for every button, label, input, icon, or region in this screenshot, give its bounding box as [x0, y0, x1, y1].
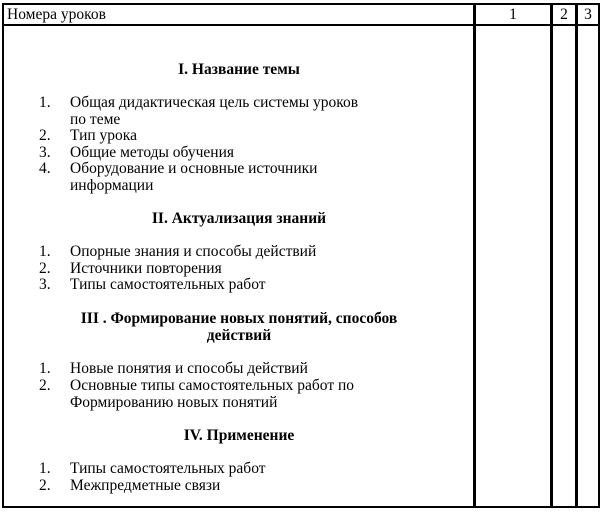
item-number: 1. — [39, 243, 51, 260]
item-text: Тип урока — [70, 127, 137, 144]
item-text: Общая дидактическая цель системы уроков — [70, 94, 359, 111]
item-number: 4. — [39, 160, 51, 177]
item-number: 3. — [39, 144, 51, 161]
item-number: 3. — [39, 276, 51, 293]
item-text: Источники повторения — [70, 260, 222, 277]
item-text: Оборудование и основные источники — [70, 160, 318, 177]
lesson-table — [2, 3, 600, 508]
item-text: Общие методы обучения — [70, 144, 234, 161]
item-number: 1. — [39, 460, 51, 477]
item-number: 2. — [39, 127, 51, 144]
item-text: Формированию новых понятий — [70, 394, 278, 411]
section-title-continued: действий — [206, 327, 272, 344]
item-text: по теме — [70, 111, 121, 128]
header-title: Номера уроков — [7, 6, 106, 23]
lesson-number-1: 1 — [509, 6, 517, 23]
section-title: II. Актуализация знаний — [151, 210, 327, 227]
item-text: Новые понятия и способы действий — [70, 360, 308, 377]
column-divider — [575, 5, 578, 506]
lesson-number-2: 2 — [560, 6, 568, 23]
section-title: I. Название темы — [178, 61, 300, 78]
item-text: Типы самостоятельных работ — [70, 460, 266, 477]
item-number: 1. — [39, 360, 51, 377]
section-title: III . Формирование новых понятий, способов — [80, 310, 398, 327]
item-text: Опорные знания и способы действий — [70, 243, 317, 260]
section-title: IV. Применение — [183, 427, 295, 444]
column-divider — [550, 5, 553, 506]
header-divider — [4, 24, 598, 26]
item-text: Основные типы самостоятельных работ по — [70, 377, 355, 394]
item-number: 2. — [39, 477, 51, 494]
item-number: 1. — [39, 94, 51, 111]
item-text: Типы самостоятельных работ — [70, 276, 266, 293]
item-text: Межпредметные связи — [70, 477, 221, 494]
lesson-number-3: 3 — [584, 6, 592, 23]
item-text: информации — [70, 177, 154, 194]
item-number: 2. — [39, 260, 51, 277]
item-number: 2. — [39, 377, 51, 394]
